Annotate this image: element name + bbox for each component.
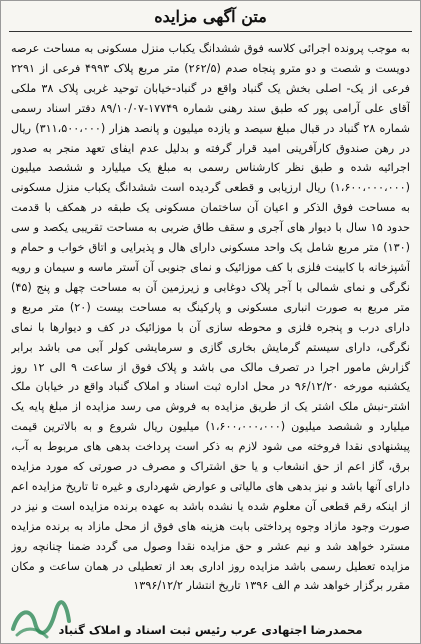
notice-signature: محمدرضا اجتهادی عرب رئیس ثبت اسناد و املاک گنباد [58, 623, 363, 637]
notice-body: به موجب پرونده اجرائی کلاسه فوق ششدانگ یکباب منزل مسکونی به مساحت عرصه دویست و شصت و دو مترو پنجاه صدم (۲۶۲/۵) متر مربع پلاک ۴۹۹۳ فرعی از ۲۲۹۱ فرعی از یک- اصلی بخش یک گنباد واقع در گنباد-خیابان توحید غربی پلاک ۳۸ ملکی آقای علی آرامی پور که طبق سند رهنی شماره ۱۷۷۴۹-۸۹/۱۰/۰۷ دفتر اسناد رسمی شماره ۲۸ گنباد در قبال مبلغ سیصد و یازده میلیون و پانصد هزار (۳۱۱،۵۰۰،۰۰۰) ریال در رهن صندوق کارآفرینی امید قرار گرفته و بدلیل عدم ایفای تعهد منجر به صدور اجرائیه شده و طبق نظر کارشناس رسمی به مبلغ یک میلیارد و ششصد میلیون (۱،۶۰۰،۰۰۰،۰۰۰) ریال ارزیابی و قطعی گردیده است ششدانگ یکباب منزل مسکونی به مساحت فوق الذکر و اعیان آن ساختمان مسکونی یک طبقه در همکف با قدمت حدود ۱۵ سال با دیوار های آجری و سقف طاق ضربی به مساحت تقریبی یکصد و سی (۱۳۰) متر مربع شامل یک واحد مسکونی دارای هال و پذیرایی و اتاق خواب و حمام و آشپزخانه با کابینت فلزی با کف موزائیک و نمای جنوبی آن آستر ماسه و سیمان و رویه نگرگی و نمای شمالی با آجر پلاک دوغابی و زیرزمین آن به مساحت چهل و پنج (۴۵) متر مربع به صورت انباری مسکونی و پارکینگ به مساحت بیست (۲۰) متر مربع و دارای درب و پنجره فلزی و محوطه سازی آن با موزائیک در کف و دیوارها با نمای نگرگی، دارای سیستم گرمایش بخاری گازی و سرمایشی کولر آبی می باشد برابر گزارش مامور اجرا در تصرف مالک می باشد و پلاک فوق از ساعت ۹ الی ۱۲ روز یکشنبه مورخه ۹۶/۱۲/۲۰ در محل اداره ثبت اسناد و املاک گنباد واقع در خیابان ملک اشتر-نبش ملک اشتر یک از طریق مزایده به فروش می رسد مزایده از مبلغ پایه یک میلیارد و ششصد میلیون (۱،۶۰۰،۰۰۰،۰۰۰) میلیون ریال شروع و به بالاترین قیمت پیشنهادی نقدا فروخته می شود لازم به ذکر است پرداخت بدهی های مربوط به آب، برق، گاز اعم از حق انشعاب و یا حق اشتراک و مصرف در صورتی که مورد مزایده دارای آنها باشد و نیز بدهی های مالیاتی و عوارض شهرداری و غیره تا تاریخ مزایده اعم از اینکه رقم قطعی آن معلوم شده یا نشده باشد به عهده برنده مزایده است و نیز در صورت وجود مازاد وجوه پرداختی بابت هزینه های فوق از محل مازاد به برنده مزایده مسترد خواهد شد و نیم عشر و حق مزایده نقدا وصول می گردد ضمنا چنانچه روز مزایده تعطیل رسمی باشد مزایده روز اداری بعد از تعطیلی در همان ساعت و مکان مقرر برگزار خواهد شد م الف ۱۳۹۶ تاریخ انتشار ۱۳۹۶/۱۲/۲ [11, 42, 410, 593]
title-divider [9, 31, 412, 32]
notice-title: متن آگهی مزایده [154, 7, 267, 26]
